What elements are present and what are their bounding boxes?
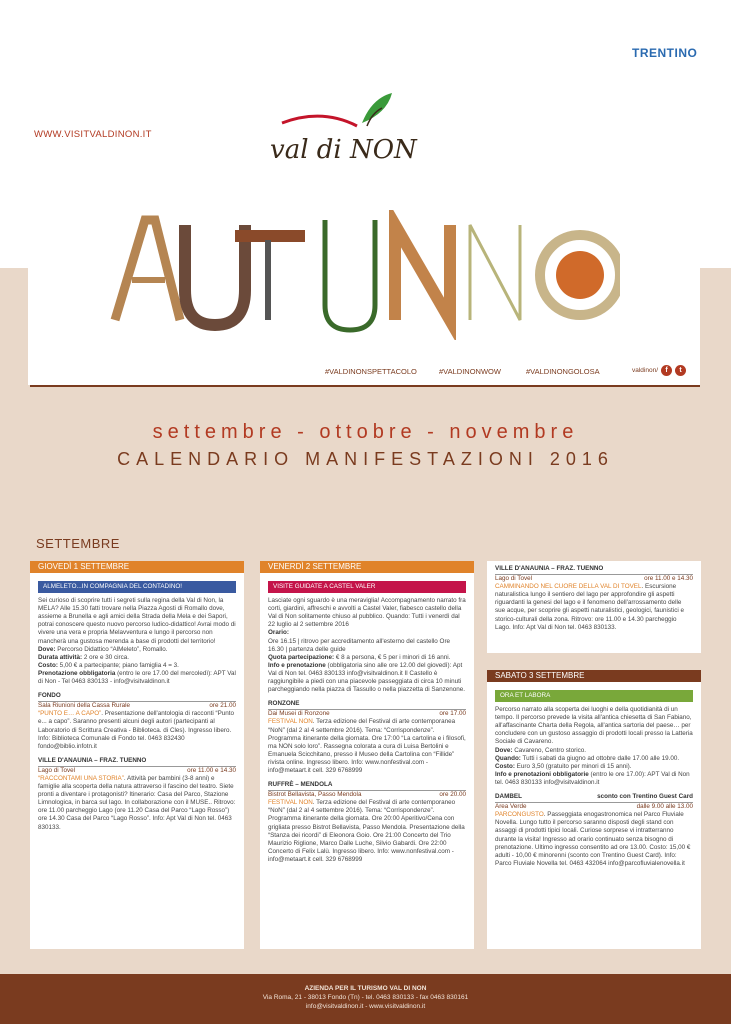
footer <box>0 974 731 1024</box>
event-title[interactable]: FESTIVAL NON <box>268 799 313 807</box>
event-description: Lasciate ogni sguardo è una meraviglia! Accompagnamento narrato fra corti, giardini, affreschi e avvolti a Castel Valer, fiabesco castello della Val di Non solitamente chiuso al pubblico. Quando: Tutti i venerdì dal 22 luglio al 2 settembre 2016 <box>268 597 466 629</box>
event-place: DAMBEL sconto con Trentino Guest Card <box>495 793 693 803</box>
website-link[interactable]: WWW.VISITVALDINON.IT <box>34 129 152 140</box>
event-tag: ALMELETO...IN COMPAGNIA DEL CONTADINO! <box>38 581 236 593</box>
card-thursday: GIOVEDÌ 1 SETTEMBRE ALMELETO...IN COMPAGNIA DEL CONTADINO! Sei curioso di scoprire tutti i segreti sulla regina della Val di Non, la MELA? Alle 15.30 fatti trovare nella Piazza Agosti di Romallo dove, assieme a Brunella e agli amici della Strada della Mela e dei Sapori, potrai conoscere questo nuovo percorso ludico-didattico! Avrai modo di vivere una vera e propria Melavventura e lungo il percorso non mancherà una gustosa merenda a base di prodotti del territorio! Dove: Percorso Didattico “AlMeleto”, Romallo. Durata attività: 2 ore e 30 circa. Costo: 5,00 € a partecipante; piano famiglia 4 = 3. Prenotazione obbligatoria (entro le ore 17.00 del mercoledì): APT Val di Non - Tel 0463 830133 - info@visitvaldinon.it FONDO Sala Riunioni della Cassa Rurale ore 21.00 “PUNTO E… A CAPO”. Presentazione dell'antologia di racconti “Punto e... a capo”. Saranno presenti alcuni degli autori (partecipanti al Laboratorio di Scrittura Creativa - Biblioteca. di Cles). Ingresso libero. Info: Biblioteca Comunale di Fondo tel. 0463 832430 fondo@biblio.infotn.it VILLE D'ANAUNIA – FRAZ. TUENNO Lago di Tovel ore 11.00 e 14.30 “RACCONTAMI UNA STORIA”. Attività per bambini (3-8 anni) e famiglie alla scoperta della natura attraverso il fascino del teatro. Siete pronti a diventare i protagonisti? Itinerario: Casa del Parco, Stazione Limnologica, in barca sul lago. In collaborazione con il MUSE.. Ritrovo: ore 11.00 parcheggio Lago (ore 11.20 Casa del Parco “Lago Rosso”) ore 14.30 Casa del Parco “Lago Rosso”. Info: Apt Val di Non tel. 0463 830133. <box>30 561 244 949</box>
event-place: VILLE D'ANAUNIA – FRAZ. TUENNO <box>38 757 236 767</box>
card-friday: VENERDÌ 2 SETTEMBRE VISITE GUIDATE A CASTEL VALER Lasciate ogni sguardo è una meraviglia! Accompagnamento narrato fra corti, giardini, affreschi e avvolti a Castel Valer, fiabesco castello della Val di Non solitamente chiuso al pubblico. Quando: Tutti i venerdì dal 22 luglio al 2 settembre 2016 Orario: Ore 16.15 | ritrovo per accreditamento all'esterno del castello Ore 16.30 | partenza delle guide Quota partecipazione: € 8 a persona, € 5 per i minori di 16 anni. Info e prenotazione (obbligatoria sino alle ore 12.00 del giovedì): Apt Val di Non tel. 0463 830133 info@visitvaldinon.it Il Castello è raggiungibile a piedi con una piacevole passeggiata di circa 10 minuti parcheggiando nella piazza di Tassullo o nella piazzetta di Sanzenone. RONZONE Dai Musei di Ronzone ore 17.00 FESTIVAL NON. Terza edizione del Festival di arte contemporanea “NoN” (dal 2 al 4 settembre 2016). Tema: “Corrispondenze”. Programma itinerante della giornata. Ore 17:00 “La cartolina e i filosofi, ma NON solo loro”. Rassegna colorata a cura di Luisa Bertolini e Emanuela Scicchitano, presso il Museo della Cartolina con “Fillide” rivista online. Ingresso libero. Info: www.nonfestival.com - info@metaart.it cell. 329 6768999 RUFFRÈ – MENDOLA Bistrot Bellavista, Passo Mendola ore 20.00 FESTIVAL NON. Terza edizione del Festival di arte contemporaneo “NoN” (dal 2 al 4 settembre 2016). Tema: “Corrispondenze”. Programma itinerante della giornata. Ore 20:00 Aperitivo/Cena con grigliata presso Bistrot Bellavista, Passo Mendola. Presentazione della “Stanza dei ricordi” di Eleonora Goio. Ore 21:00 Concerto del Trio Maurizio Riglione, Marco Dalle Luche, Silvio Gabardi. Ore 22:00 Concerto di Felix Lalù. Ingresso libero. Info: www.nonfestival.com - info@metaart.it cell. 329 6768999 <box>260 561 474 949</box>
event-place: RUFFRÈ – MENDOLA <box>268 781 466 791</box>
twitter-icon[interactable]: t <box>675 365 686 376</box>
day-header: GIOVEDÌ 1 SETTEMBRE <box>30 561 244 573</box>
footer-title: AZIENDA PER IL TURISMO VAL DI NON <box>304 985 427 992</box>
val-di-non-logo <box>262 88 472 168</box>
event-title[interactable]: PARCONGUSTO <box>495 811 544 819</box>
hashtag-wow[interactable]: #VALDINONWOW <box>439 367 501 376</box>
hashtag-spettacolo[interactable]: #VALDINONSPETTACOLO <box>325 367 417 376</box>
event-title[interactable]: CAMMINANDO NEL CUORE DELLA VAL DI TOVEL <box>495 583 642 591</box>
event-tag: ORA ET LABORA <box>495 690 693 702</box>
footer-address: Via Roma, 21 - 38013 Fondo (Tn) - tel. 0463 830133 - fax 0463 830161 <box>262 994 469 1001</box>
event-tag: VISITE GUIDATE A CASTEL VALER <box>268 581 466 593</box>
social-prefix: valdinon/ <box>632 367 659 374</box>
card-saturday: SABATO 3 SETTEMBRE ORA ET LABORA Percorso narrato alla scoperta dei luoghi e della quotidianità di un tempo. Il percorso prevede la visita all'antica chiesetta di San Fabiano, all'affascinante Charta della Regola, all'antica sartoria del paese… per concludere con un gustoso assaggio di prodotti locali presso la Latteria Sociale di Cavareno. Dove: Cavareno, Centro storico. Quando: Tutti i sabati da giugno ad ottobre dalle 17.00 alle 19.00. Costo: Euro 3,50 (gratuito per minori di 15 anni). Info e prenotazioni obbligatorie (entro le ore 17.00): APT Val di Non tel. 0463 830133 info@visitvaldinon.it DAMBEL sconto con Trentino Guest Card Area Verde dalle 9.00 alle 13.00 PARCONGUSTO. Passeggiata enogastronomica nel Parco Fluviale Novella. Lungo tutto il percorso saranno disposti degli stand con assaggi di prodotti tipici locali. Curiose sorprese vi intratterranno durante la visita! Ingresso ad orario continuato senza bisogno di prenotazione. Ultimo ingresso consentito ad ore 13.00. Costo: 15,00 € adulti - 10,00 € minorenni (sconto con Trentino Guest Card). Info: Parco Fluviale Novella tel. 0463 432064 info@parcofluvialenovella.it <box>487 670 701 949</box>
social-links <box>632 365 686 376</box>
hero-letters <box>115 220 620 330</box>
hashtag-golosa[interactable]: #VALDINONGOLOSA <box>526 367 600 376</box>
day-header: VENERDÌ 2 SETTEMBRE <box>260 561 474 573</box>
event-description: Sei curioso di scoprire tutti i segreti sulla regina della Val di Non, la MELA? Alle 15.30 fatti trovare nella Piazza Agosti di Romallo dove, assieme a Brunella e agli amici della Strada della Mela e dei Sapori, potrai conoscere questo nuovo percorso ludico-didattico! Avrai modo di vivere una vera e propria Melavventura e lungo il percorso non mancherà una gustosa merenda a base di prodotti del territorio! <box>38 597 236 645</box>
event-place: VILLE D'ANAUNIA – FRAZ. TUENNO <box>495 565 693 575</box>
card-tovel-walk: VILLE D'ANAUNIA – FRAZ. TUENNO Lago di Tovel ore 11.00 e 14.30 CAMMINANDO NEL CUORE DELLA VAL DI TOVEL. Escursione naturalistica lungo il sentiero del lago per approfondire gli aspetti riguardanti la genesi del lago e il fenomeno dell'arrossamento delle sue acque, per scoprire gli aspetti naturalistici, geologici, faunistici e storico-culturali della zona. Ritrovo: ore 11.00 e 14.30 parcheggio Lago. Info: Apt Val di Non tel. 0463 830133. <box>487 561 701 653</box>
trentino-logo: TRENTINO <box>632 46 698 60</box>
hero-divider <box>30 385 700 387</box>
event-description: Percorso narrato alla scoperta dei luoghi e della quotidianità di un tempo. Il percorso prevede la visita all'antica chiesetta di San Fabiano, all'affascinante Charta della Regola, all'antica sartoria del paese… per concludere con un gustoso assaggio di prodotti locali presso la Latteria Sociale di Cavareno. <box>495 706 693 746</box>
footer-contacts[interactable]: info@visitvaldinon.it - www.visitvaldinon.it <box>305 1003 426 1010</box>
event-title[interactable]: FESTIVAL NON <box>268 718 313 726</box>
event-place: FONDO <box>38 692 236 702</box>
event-place: RONZONE <box>268 700 466 710</box>
months-subtitle: settembre - ottobre - novembre <box>152 421 579 443</box>
logo-text: val di NON <box>270 135 417 165</box>
event-title[interactable]: “RACCONTAMI UNA STORIA” <box>38 774 124 782</box>
page-title: CALENDARIO MANIFESTAZIONI 2016 <box>117 449 614 469</box>
facebook-icon[interactable]: f <box>661 365 672 376</box>
day-header: SABATO 3 SETTEMBRE <box>487 670 701 682</box>
section-label: SETTEMBRE <box>36 536 120 551</box>
event-title[interactable]: “PUNTO E… A CAPO” <box>38 710 102 718</box>
autunno-hero-artwork <box>110 210 620 340</box>
